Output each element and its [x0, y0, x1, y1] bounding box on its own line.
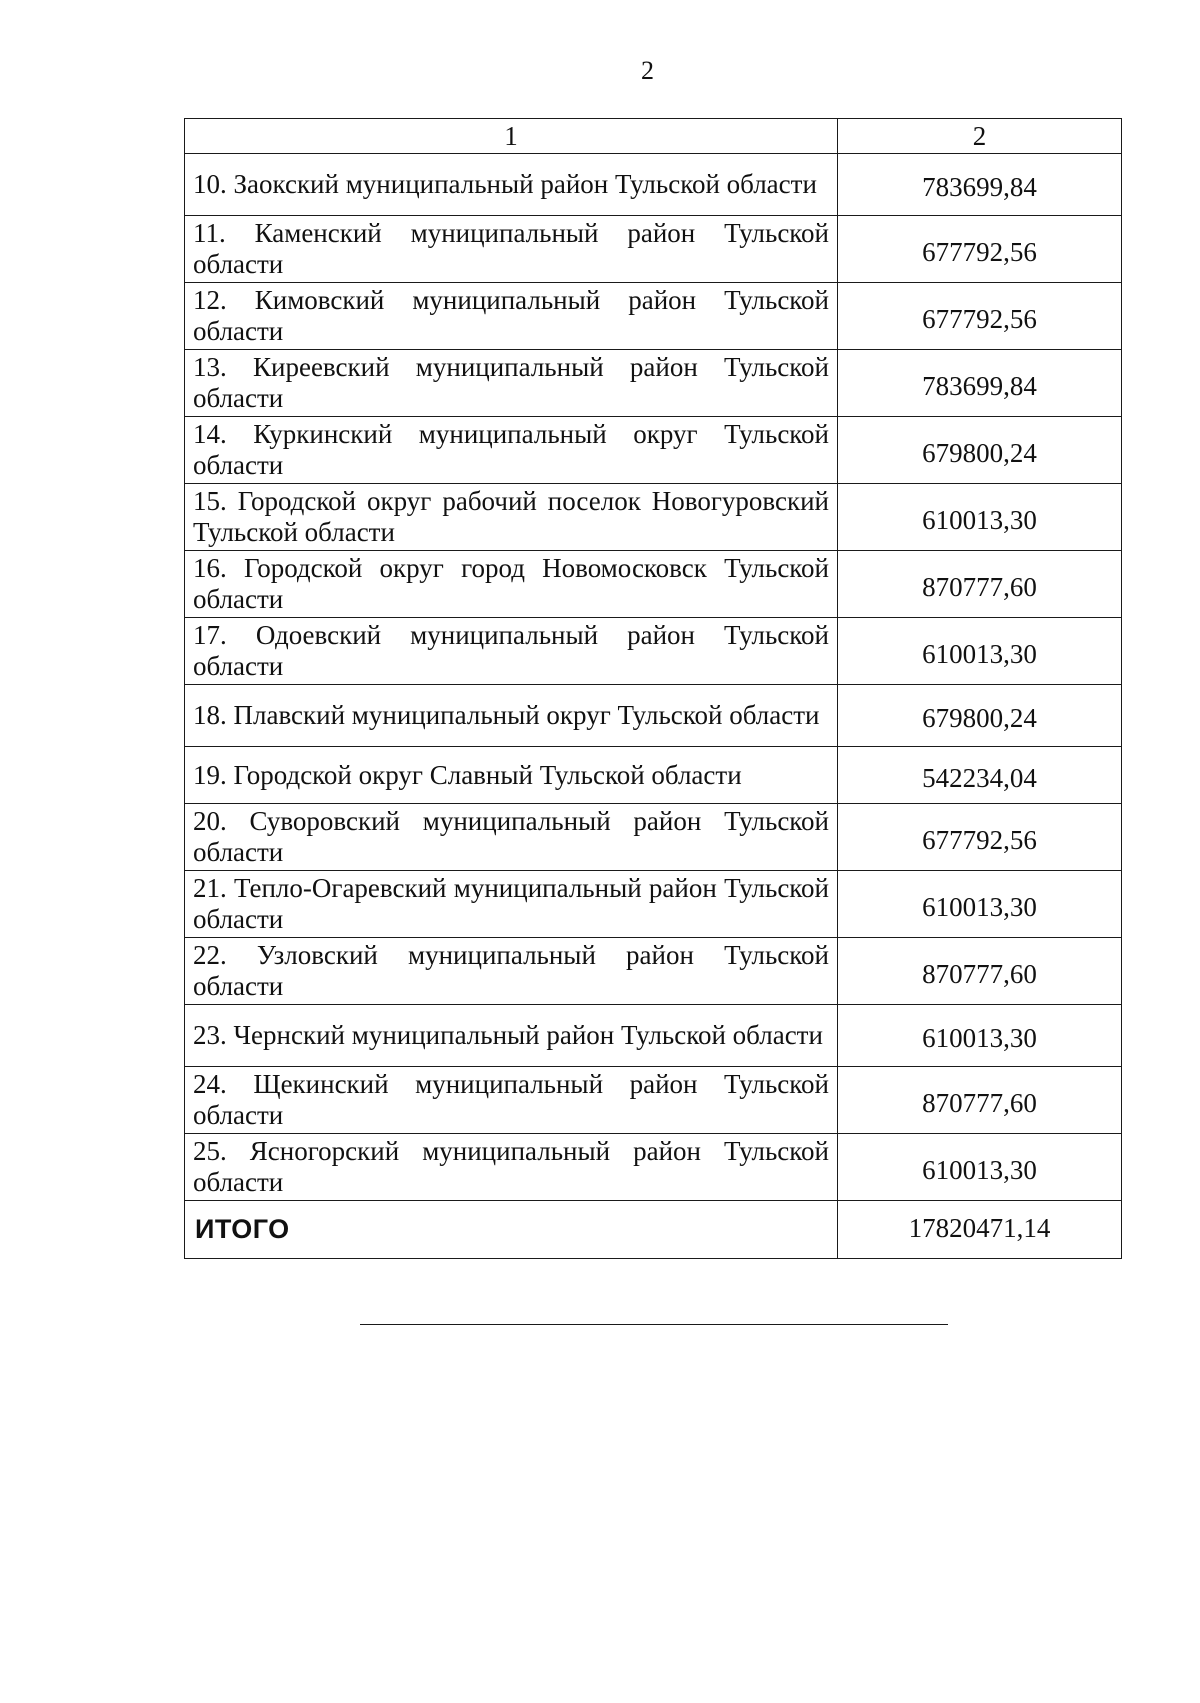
table-row	[185, 685, 1122, 747]
municipality-name: 25. Ясногорский муниципальный район Тульской области	[185, 1134, 838, 1201]
table-row	[185, 747, 1122, 804]
municipality-name: 14. Куркинский муниципальный округ Тульской области	[185, 417, 838, 484]
allocation-value: 783699,84	[838, 154, 1122, 216]
municipality-name: 17. Одоевский муниципальный район Тульской области	[185, 618, 838, 685]
column-header-1: 1	[185, 119, 838, 154]
total-label: ИТОГО	[185, 1201, 838, 1259]
allocation-value: 677792,56	[838, 283, 1122, 350]
table-row	[185, 350, 1122, 417]
table-header-row	[185, 119, 1122, 154]
allocation-value: 542234,04	[838, 747, 1122, 804]
table-row	[185, 1134, 1122, 1201]
table-row	[185, 1005, 1122, 1067]
allocation-value: 610013,30	[838, 484, 1122, 551]
table-row	[185, 154, 1122, 216]
allocation-value: 679800,24	[838, 417, 1122, 484]
allocation-table	[184, 118, 1122, 1259]
municipality-name: 10. Заокский муниципальный район Тульской области	[185, 154, 838, 216]
allocation-value: 870777,60	[838, 551, 1122, 618]
allocation-value: 783699,84	[838, 350, 1122, 417]
table-row	[185, 484, 1122, 551]
municipality-name: 16. Городской округ город Новомосковск Тульской области	[185, 551, 838, 618]
municipality-name: 13. Киреевский муниципальный район Тульской области	[185, 350, 838, 417]
allocation-value: 610013,30	[838, 871, 1122, 938]
municipality-name: 21. Тепло-Огаревский муниципальный район Тульской области	[185, 871, 838, 938]
allocation-value: 679800,24	[838, 685, 1122, 747]
end-of-document-rule	[360, 1324, 948, 1325]
table-row	[185, 417, 1122, 484]
total-row	[185, 1201, 1122, 1259]
allocation-value: 610013,30	[838, 618, 1122, 685]
municipality-name: 19. Городской округ Славный Тульской области	[185, 747, 838, 804]
allocation-value: 870777,60	[838, 1067, 1122, 1134]
municipality-name: 20. Суворовский муниципальный район Тульской области	[185, 804, 838, 871]
allocation-value: 870777,60	[838, 938, 1122, 1005]
table-row	[185, 938, 1122, 1005]
table-row	[185, 216, 1122, 283]
allocation-value: 610013,30	[838, 1134, 1122, 1201]
table-row	[185, 618, 1122, 685]
municipality-name: 12. Кимовский муниципальный район Тульской области	[185, 283, 838, 350]
municipality-name: 11. Каменский муниципальный район Тульской области	[185, 216, 838, 283]
allocation-value: 677792,56	[838, 216, 1122, 283]
table-row	[185, 283, 1122, 350]
column-header-2: 2	[838, 119, 1122, 154]
table-row	[185, 871, 1122, 938]
municipality-name: 23. Чернский муниципальный район Тульской области	[185, 1005, 838, 1067]
page-number: 2	[641, 56, 654, 85]
municipality-name: 24. Щекинский муниципальный район Тульской области	[185, 1067, 838, 1134]
municipality-name: 15. Городской округ рабочий поселок Новогуровский Тульской области	[185, 484, 838, 551]
table-row	[185, 551, 1122, 618]
allocation-value: 610013,30	[838, 1005, 1122, 1067]
allocation-value: 677792,56	[838, 804, 1122, 871]
municipality-name: 18. Плавский муниципальный округ Тульской области	[185, 685, 838, 747]
table-row	[185, 804, 1122, 871]
total-value: 17820471,14	[838, 1201, 1122, 1259]
municipality-name: 22. Узловский муниципальный район Тульской области	[185, 938, 838, 1005]
table-row	[185, 1067, 1122, 1134]
